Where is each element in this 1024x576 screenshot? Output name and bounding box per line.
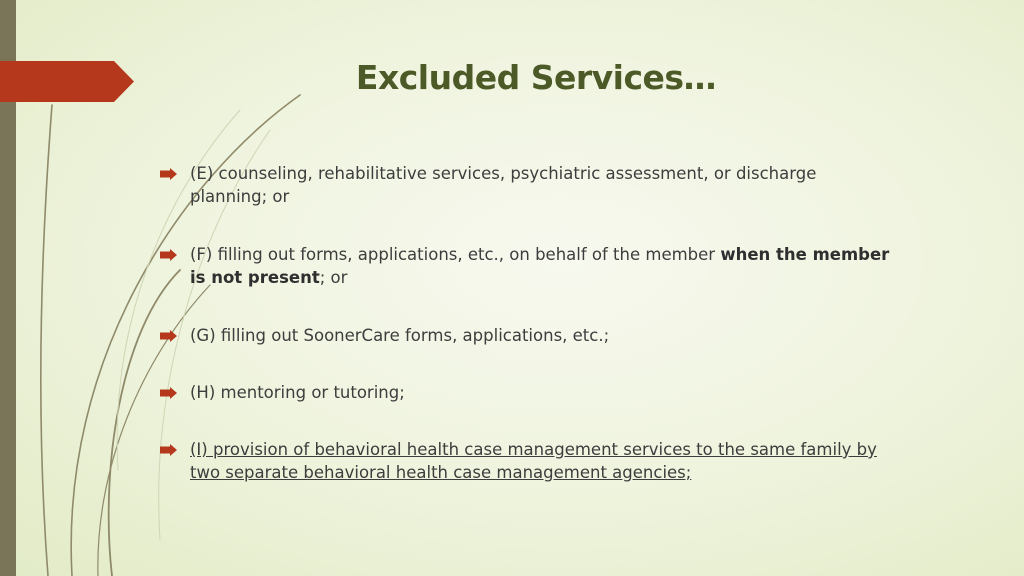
bullet-text: (E) counseling, rehabilitative services, psychiatric assessment, or discharge planning; or <box>190 164 817 206</box>
bullet-text-part: (F) filling out forms, applications, etc., on behalf of the member <box>190 245 721 264</box>
bullet-text: (G) filling out SoonerCare forms, applications, etc.; <box>190 326 610 345</box>
bullet-text-part: ; or <box>319 268 348 287</box>
arrow-right-icon <box>160 243 190 267</box>
bullet-item-i <box>160 438 890 484</box>
bullet-text-bold: when the member is not present <box>190 245 890 287</box>
bullet-text: (I) provision of behavioral health case management services to the same family by two separate behavioral health case management agencies; <box>190 440 877 482</box>
arrow-right-icon <box>160 162 190 186</box>
bullet-text: (H) mentoring or tutoring; <box>190 383 405 402</box>
slide-title: Excluded Services… <box>355 58 717 97</box>
bullet-item-f <box>160 243 890 289</box>
arrow-right-icon <box>160 324 190 348</box>
bullet-item-g <box>160 324 890 348</box>
bullet-text <box>190 243 890 289</box>
arrow-right-icon <box>160 381 190 405</box>
arrow-right-icon <box>160 438 190 462</box>
bullet-item-e <box>160 162 890 208</box>
bullet-item-h <box>160 381 890 405</box>
